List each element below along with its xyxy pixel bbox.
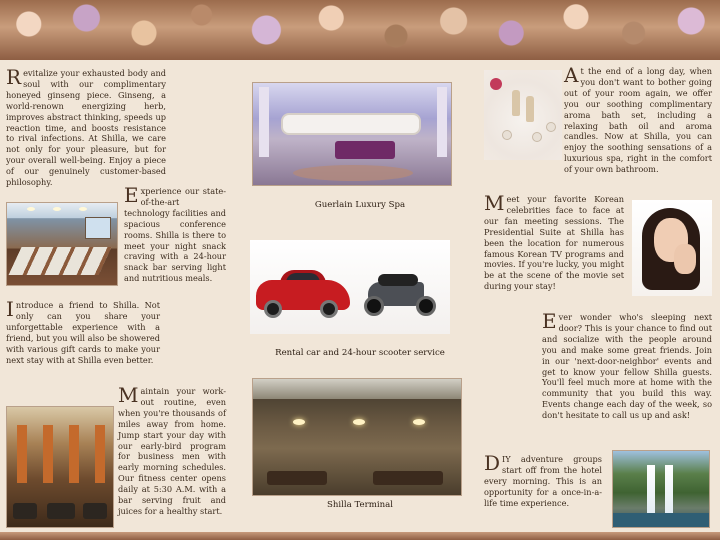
paragraph-maintain bbox=[118, 383, 226, 517]
drop-cap: I bbox=[6, 297, 14, 321]
waterfall-photo bbox=[612, 450, 710, 528]
paragraph-introduce bbox=[6, 297, 160, 365]
drop-cap: E bbox=[542, 309, 557, 333]
panel-middle bbox=[240, 60, 480, 532]
paragraph-diy bbox=[484, 451, 602, 509]
paragraph-text: ver wonder who's sleeping next door? This is your chance to find out and socialize with the people around you and make some great friends. Join in our 'next-door-neighbor' events and get to know your fellow Shilla guests. You'll feel much more at home with the community that you build this way. Events change each day of the week, so don't hesitate to call us up and ask! bbox=[542, 312, 712, 421]
terminal-photo bbox=[252, 378, 462, 496]
paragraph-experience bbox=[124, 183, 226, 284]
fitness-center-photo bbox=[6, 406, 114, 528]
footer-band bbox=[0, 532, 720, 540]
drop-cap: R bbox=[6, 65, 22, 89]
paragraph-text: ntroduce a friend to Shilla. Not only can you share your unforgettable experience with a friend, but you will also be showered with various gift cards to make your next stay with at Shilla even better. bbox=[6, 300, 160, 365]
paragraph-at-end bbox=[564, 63, 712, 175]
paragraph-text: xperience our state-of-the-art technology facilities and spacious conference rooms. Shilla is there to meet your night snack craving with a 24-hour snack bar serving light and nutritious meals. bbox=[124, 186, 226, 284]
caption-spa: Guerlain Luxury Spa bbox=[314, 200, 406, 210]
caption-terminal: Shilla Terminal bbox=[326, 500, 394, 510]
paragraph-text: aintain your work-out routine, even when you're thousands of miles away from home. Jump start your day with our early-bird program for business men with early morning schedules. Our fitness center opens daily at 5:30 A.M. with a bar serving fruit and juices for a healthy start. bbox=[118, 386, 226, 516]
paragraph-text: t the end of a long day, when you don't want to bother going out of your room again, we offer you our soothing complimentary aroma bath set, including a relaxing bath oil and aroma candles. Now at Shilla, you can enjoy the soothing sensations of a luxurious spa, right in the comfort of your own bathroom. bbox=[564, 66, 712, 175]
drop-cap: E bbox=[124, 183, 139, 207]
panel-right bbox=[480, 60, 720, 532]
drop-cap: D bbox=[484, 451, 501, 475]
paragraph-text: evitalize your exhausted body and soul with our complimentary honeyed ginseng piece. Ginseng, a world-renown energizing herb, improves abstract thinking, speeds up reaction time, and boosts resistance to rival infections. At Shilla, we care not only for your pleasure, but for your overall well-being. Enjoy a piece of our genuinely customer-based philosophy. bbox=[6, 68, 166, 188]
paragraph-revitalize bbox=[6, 65, 166, 188]
paragraph-text: eet your favorite Korean celebrities face to face at our fan meeting sessions. The Presidential Suite at Shilla has been the location for numerous famous Korean TV programs and movies. If you're lucky, you might be at the scene of the movie set during your stay! bbox=[484, 194, 624, 292]
conference-room-photo bbox=[6, 202, 118, 286]
drop-cap: A bbox=[564, 63, 579, 87]
aroma-bath-set-photo bbox=[484, 70, 562, 160]
paragraph-ever-wonder bbox=[542, 309, 712, 421]
drop-cap: M bbox=[118, 383, 139, 407]
celebrity-photo bbox=[632, 200, 712, 296]
drop-cap: M bbox=[484, 191, 505, 215]
floral-header-band bbox=[0, 0, 720, 60]
caption-rental: Rental car and 24-hour scooter service bbox=[275, 348, 445, 358]
spa-photo bbox=[252, 82, 452, 186]
paragraph-meet bbox=[484, 191, 624, 292]
panel-left bbox=[0, 60, 240, 532]
car-scooter-photo bbox=[250, 240, 450, 334]
paragraph-text: IY adventure groups start off from the hotel every morning. This is an opportunity for a once-in-a-life time experience. bbox=[484, 454, 602, 508]
